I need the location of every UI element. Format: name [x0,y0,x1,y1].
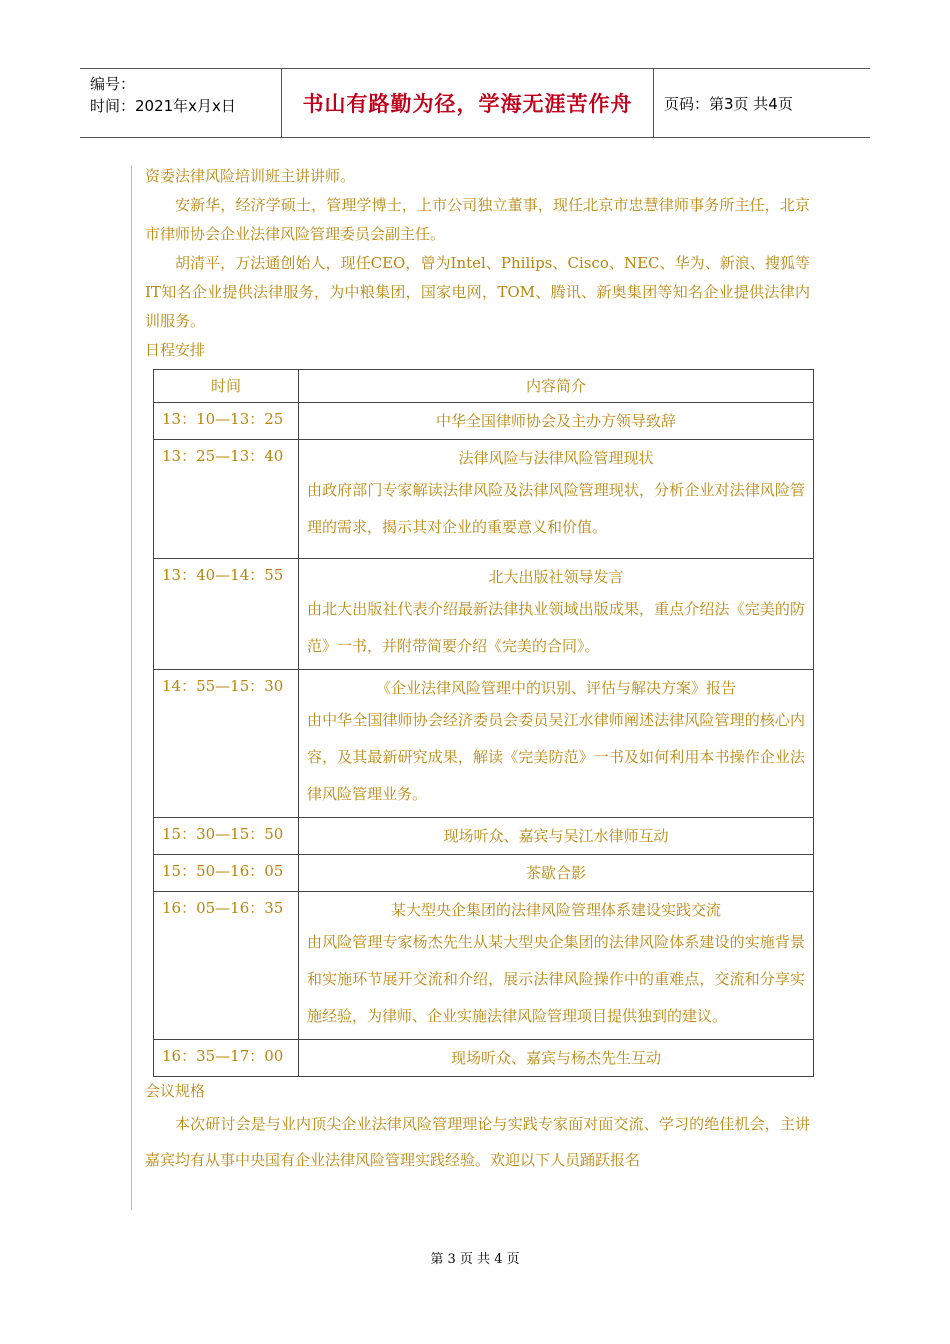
table-row [154,818,814,855]
row-title: 某大型央企集团的法律风险管理体系建设实践交流 [390,901,721,919]
row-title: 现场听众、嘉宾与吴江水律师互动 [443,827,669,845]
row-title: 茶歇合影 [525,864,586,882]
row-desc: 由风险管理专家杨杰先生从某大型央企集团的法律风险体系建设的实施背景和实施环节展开交流和介绍，展示法律风险操作中的重难点，交流和分享实施经验，为律师、企业实施法律风险管理项目提供独到的建议。 [307,933,805,1025]
row-time: 15：30—15：50 [154,818,299,855]
row-time: 15：50—16：05 [154,855,299,892]
table-row [154,670,814,818]
row-content [299,1040,814,1077]
intro-paragraph-1: 安新华，经济学硕士，管理学博士，上市公司独立董事，现任北京市忠慧律师事务所主任，北京市律师协会企业法律风险管理委员会副主任。 [145,196,810,243]
row-time: 13：10—13：25 [154,403,299,440]
schedule-col-content: 内容简介 [299,370,814,403]
row-title: 现场听众、嘉宾与杨杰先生互动 [450,1049,661,1067]
row-content [299,855,814,892]
row-title: 《企业法律风险管理中的识别、评估与解决方案》报告 [375,679,736,697]
page-header [80,68,870,138]
row-title: 中华全国律师协会及主办方领导致辞 [435,412,676,430]
table-row [154,855,814,892]
schedule-header-row [154,370,814,403]
row-time: 16：35—17：00 [154,1040,299,1077]
row-time: 13：25—13：40 [154,440,299,559]
row-content [299,892,814,1040]
intro-paragraph-2: 胡清平，万法通创始人，现任CEO，曾为Intel、Philips、Cisco、NEC、华为、新浪、搜狐等IT知名企业提供法律服务，为中粮集团，国家电网，TOM、腾讯、新奥集团等知名企业提供法律内训服务。 [145,254,810,330]
row-time: 13：40—14：55 [154,559,299,670]
row-desc: 由中华全国律师协会经济委员会委员吴江水律师阐述法律风险管理的核心内容，及其最新研究成果，解读《完美防范》一书及如何利用本书操作企业法律风险管理业务。 [307,711,805,803]
row-time: 16：05—16：35 [154,892,299,1040]
table-row [154,403,814,440]
header-motto: 书山有路勤为径，学海无涯苦作舟 [282,69,654,137]
schedule-heading: 日程安排 [145,341,206,359]
table-row [154,892,814,1040]
row-content [299,559,814,670]
row-desc: 由政府部门专家解读法律风险及法律风险管理现状，分析企业对法律风险管理的需求，揭示其对企业的重要意义和价值。 [307,481,805,536]
table-row [154,559,814,670]
header-page-label: 页码：第3页 共4页 [664,94,793,113]
meeting-heading: 会议规格 [145,1082,206,1100]
page-footer: 第 3 页 共 4 页 [430,1252,520,1267]
schedule-col-time: 时间 [154,370,299,403]
document-body [145,162,810,1178]
left-margin-rule [131,165,132,1210]
row-title: 法律风险与法律风险管理现状 [458,449,654,467]
schedule-table [153,369,814,1077]
table-row [154,440,814,559]
row-content [299,403,814,440]
row-content [299,440,814,559]
document-number-label: 编号： [90,75,136,93]
header-left-cell [80,69,282,137]
row-desc: 由北大出版社代表介绍最新法律执业领域出版成果，重点介绍法《完美的防范》一书，并附带简要介绍《完美的合同》。 [307,600,805,655]
row-time: 14：55—15：30 [154,670,299,818]
table-row [154,1040,814,1077]
row-title: 北大出版社领导发言 [488,568,624,586]
row-content [299,818,814,855]
meeting-paragraph: 本次研讨会是与业内顶尖企业法律风险管理理论与实践专家面对面交流、学习的绝佳机会，主讲嘉宾均有从事中央国有企业法律风险管理实践经验。欢迎以下人员踊跃报名 [145,1115,810,1169]
document-date-label: 时间：2021年x月x日 [90,97,236,115]
intro-paragraph-0: 资委法律风险培训班主讲讲师。 [145,167,356,185]
row-content [299,670,814,818]
